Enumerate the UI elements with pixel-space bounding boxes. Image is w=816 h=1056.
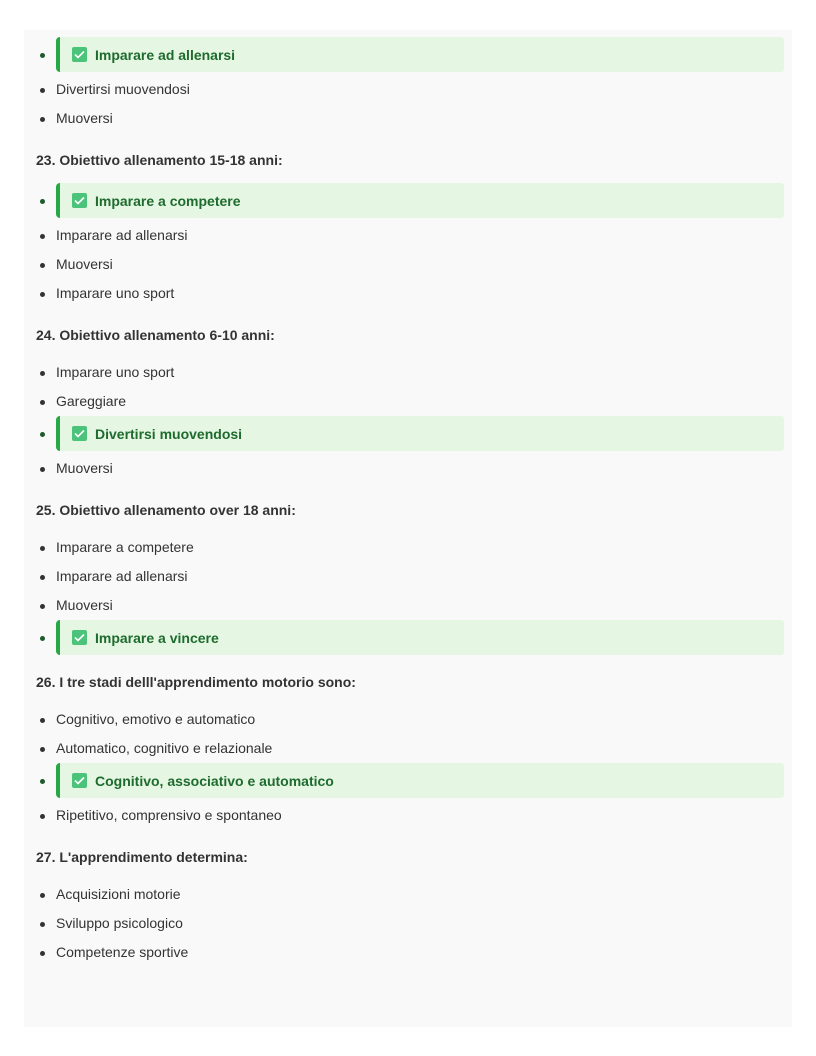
options-list bbox=[32, 533, 784, 655]
option-label: Imparare uno sport bbox=[56, 364, 175, 380]
quiz-container bbox=[24, 30, 792, 1027]
option-correct bbox=[32, 416, 784, 451]
bullet bbox=[40, 400, 45, 405]
question-title: 26. I tre stadi delll'apprendimento motorio sono: bbox=[36, 674, 356, 690]
options-list bbox=[32, 880, 784, 967]
option-label: Sviluppo psicologico bbox=[56, 915, 183, 931]
correct-answer-box bbox=[56, 183, 784, 218]
check-box-icon bbox=[72, 426, 87, 441]
option-label: Imparare ad allenarsi bbox=[56, 568, 188, 584]
option-correct bbox=[32, 763, 784, 798]
option bbox=[32, 938, 784, 967]
bullet bbox=[40, 467, 45, 472]
option bbox=[32, 387, 784, 416]
question-27 bbox=[32, 847, 784, 967]
option-label: Cognitivo, emotivo e automatico bbox=[56, 711, 256, 727]
correct-answer-box bbox=[56, 416, 784, 451]
bullet bbox=[40, 292, 45, 297]
bullet bbox=[40, 604, 45, 609]
option bbox=[32, 75, 784, 104]
question-title: 25. Obiettivo allenamento over 18 anni: bbox=[36, 502, 296, 518]
bullet bbox=[40, 199, 45, 204]
option-correct bbox=[32, 37, 784, 72]
option bbox=[32, 880, 784, 909]
correct-answer-box bbox=[56, 763, 784, 798]
option bbox=[32, 591, 784, 620]
option-label: Muoversi bbox=[56, 460, 113, 476]
question-24 bbox=[32, 325, 784, 483]
option-label: Gareggiare bbox=[56, 393, 127, 409]
option-label: Ripetitivo, comprensivo e spontaneo bbox=[56, 807, 282, 823]
option bbox=[32, 801, 784, 830]
option-label: Muoversi bbox=[56, 110, 113, 126]
bullet bbox=[40, 922, 45, 927]
bullet bbox=[40, 234, 45, 239]
correct-answer-box bbox=[56, 37, 784, 72]
option bbox=[32, 909, 784, 938]
option bbox=[32, 104, 784, 133]
question-title: 27. L'apprendimento determina: bbox=[36, 849, 248, 865]
option-label: Imparare ad allenarsi bbox=[95, 46, 236, 63]
bullet bbox=[40, 718, 45, 723]
option-label: Imparare a competere bbox=[95, 192, 241, 209]
options-list bbox=[32, 358, 784, 483]
correct-answer-box bbox=[56, 620, 784, 655]
option bbox=[32, 734, 784, 763]
option bbox=[32, 279, 784, 308]
question-25 bbox=[32, 500, 784, 655]
bullet bbox=[40, 53, 45, 58]
check-box-icon bbox=[72, 773, 87, 788]
option bbox=[32, 454, 784, 483]
bullet bbox=[40, 747, 45, 752]
bullet bbox=[40, 779, 45, 784]
bullet bbox=[40, 263, 45, 268]
option bbox=[32, 705, 784, 734]
option-label: Imparare a vincere bbox=[95, 629, 219, 646]
option-label: Acquisizioni motorie bbox=[56, 886, 181, 902]
bullet bbox=[40, 814, 45, 819]
option bbox=[32, 533, 784, 562]
option bbox=[32, 358, 784, 387]
option bbox=[32, 250, 784, 279]
option-label: Divertirsi muovendosi bbox=[95, 425, 243, 442]
option-label: Competenze sportive bbox=[56, 944, 189, 960]
question-title: 23. Obiettivo allenamento 15-18 anni: bbox=[36, 152, 283, 168]
option bbox=[32, 562, 784, 591]
option-label: Divertirsi muovendosi bbox=[56, 81, 190, 97]
check-box-icon bbox=[72, 630, 87, 645]
question-26 bbox=[32, 672, 784, 830]
option-label: Imparare uno sport bbox=[56, 285, 175, 301]
question-22-continued bbox=[32, 37, 784, 133]
option bbox=[32, 221, 784, 250]
bullet bbox=[40, 371, 45, 376]
option-label: Imparare a competere bbox=[56, 539, 194, 555]
options-list bbox=[32, 705, 784, 830]
bullet bbox=[40, 546, 45, 551]
check-box-icon bbox=[72, 47, 87, 62]
option-label: Muoversi bbox=[56, 597, 113, 613]
bullet bbox=[40, 117, 45, 122]
bullet bbox=[40, 636, 45, 641]
option-correct bbox=[32, 183, 784, 218]
option-label: Cognitivo, associativo e automatico bbox=[95, 772, 334, 789]
option-label: Automatico, cognitivo e relazionale bbox=[56, 740, 273, 756]
check-box-icon bbox=[72, 193, 87, 208]
option-label: Imparare ad allenarsi bbox=[56, 227, 188, 243]
bullet bbox=[40, 432, 45, 437]
bullet bbox=[40, 951, 45, 956]
options-list bbox=[32, 37, 784, 133]
question-title: 24. Obiettivo allenamento 6-10 anni: bbox=[36, 327, 275, 343]
option-correct bbox=[32, 620, 784, 655]
bullet bbox=[40, 575, 45, 580]
question-23 bbox=[32, 150, 784, 308]
bullet bbox=[40, 88, 45, 93]
options-list bbox=[32, 183, 784, 308]
bullet bbox=[40, 893, 45, 898]
option-label: Muoversi bbox=[56, 256, 113, 272]
